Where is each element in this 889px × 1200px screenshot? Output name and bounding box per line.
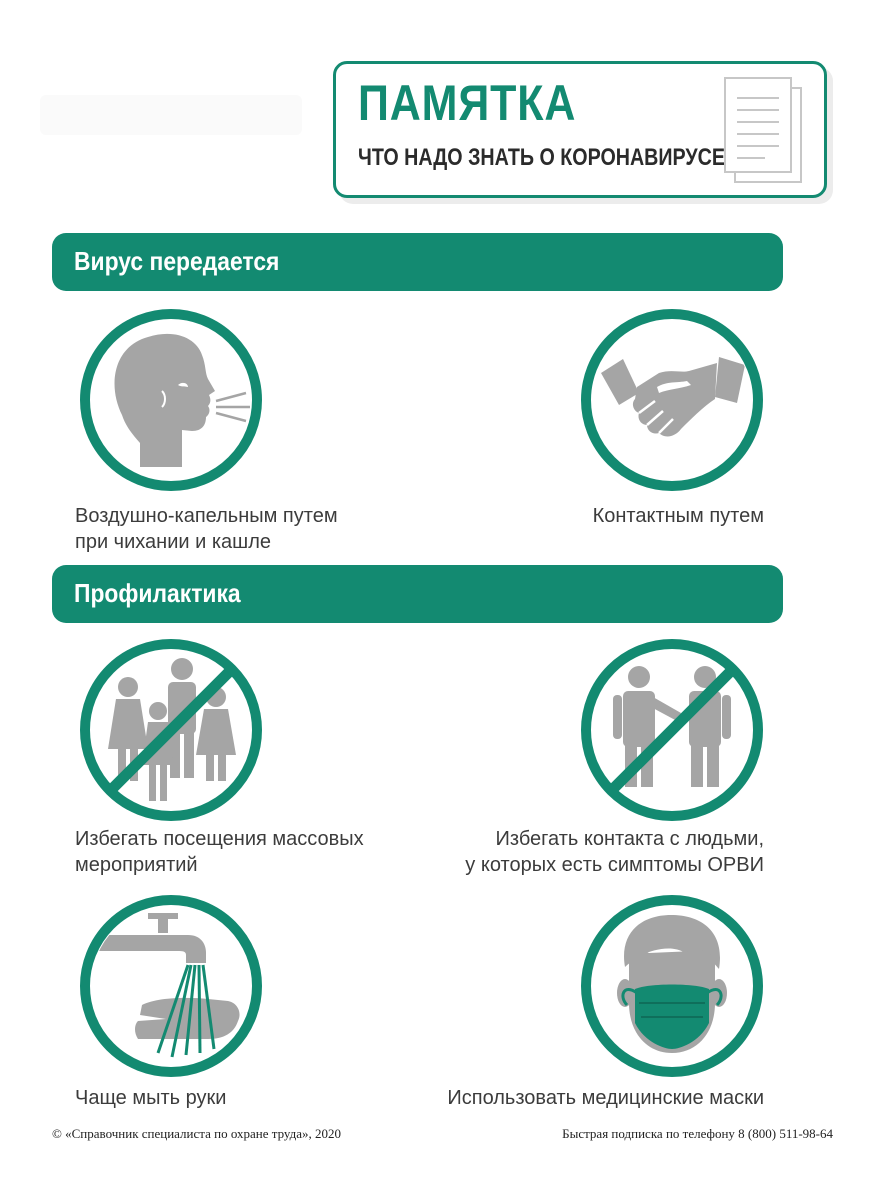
section-title-prevention: Профилактика [74,578,241,608]
caption-line: мероприятий [75,854,198,876]
contact-prohibited-icon [579,637,765,823]
medical-mask-icon [579,893,765,1079]
caption-line: Использовать медицинские маски [447,1087,764,1109]
caption-contact [564,503,764,529]
caption-wash-hands [75,1085,226,1111]
faded-logo-placeholder [40,95,302,135]
footer-subscription: Быстрая подписка по телефону 8 (800) 511-98-64 [562,1126,833,1141]
document-icon [721,76,809,188]
page-title: ПАМЯТКА [358,75,577,131]
sneezing-person-icon [78,307,264,493]
page-subtitle: ЧТО НАДО ЗНАТЬ О КОРОНАВИРУСЕ [358,144,726,171]
section-bar-prevention [52,565,783,623]
title-panel [333,61,827,198]
caption-mass-events [75,826,364,878]
section-title-transmission: Вирус передается [74,246,280,276]
caption-line: Воздушно-капельным путем [75,505,338,527]
section-bar-transmission [52,233,783,291]
caption-masks [434,1085,764,1111]
handshake-icon [579,307,765,493]
crowd-prohibited-icon [78,637,264,823]
caption-line: Контактным путем [592,505,764,527]
hand-washing-icon [78,893,264,1079]
caption-line: у которых есть симптомы ОРВИ [465,854,764,876]
caption-symptoms [434,826,764,878]
caption-line: при чихании и кашле [75,531,271,553]
caption-line: Чаще мыть руки [75,1087,227,1109]
caption-airborne [75,503,338,555]
caption-line: Избегать контакта с людьми, [495,828,764,850]
caption-line: Избегать посещения массовых [75,828,364,850]
footer-copyright: © «Справочник специалиста по охране труда», 2020 [52,1126,341,1141]
